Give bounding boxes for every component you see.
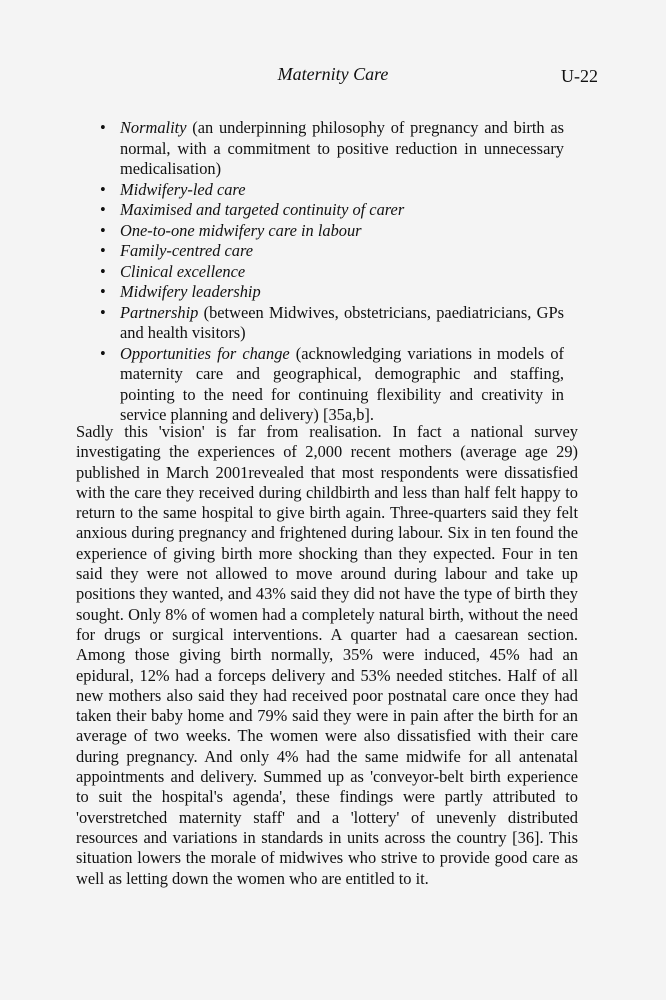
bullet-term: Maximised and targeted continuity of carer	[120, 200, 405, 219]
list-item	[100, 118, 564, 180]
page-number: U-22	[561, 66, 598, 86]
running-header-title: Maternity Care	[277, 64, 389, 84]
list-item	[100, 303, 564, 344]
bullet-list	[100, 118, 564, 426]
list-item	[100, 262, 564, 283]
list-item	[100, 241, 564, 262]
list-item	[100, 200, 564, 221]
body-paragraph: Sadly this 'vision' is far from realisation. In fact a national survey investigating the experiences of 2,000 recent mothers (average age 29) published in March 2001revealed that most respondents were dissatisfied with the care they received during childbirth and less than half felt happy to return to the same hospital to give birth again. Three-quarters said they felt anxious during pregnancy and frightened during labour. Six in ten found the experience of giving birth more shocking than they expected. Four in ten said they were not allowed to move around during labour and take up positions they wanted, and 43% said they did not have the type of birth they sought. Only 8% of women had a completely natural birth, without the need for drugs or surgical interventions. A quarter had a caesarean section. Among those giving birth normally, 35% were induced, 45% had an epidural, 12% had a forceps delivery and 53% needed stitches. Half of all new mothers also said they had received poor postnatal care once they had taken their baby home and 79% said they were in pain after the birth for an average of two weeks. The women were also dissatisfied with their care during pregnancy. And only 4% had the same midwife for all antenatal appointments and delivery. Summed up as 'conveyor-belt birth experience to suit the hospital's agenda', these findings were partly attributed to 'overstretched maternity staff' and a 'lottery' of unevenly distributed resources and variations in standards in units across the country [36]. This situation lowers the morale of midwives who strive to provide good care as well as letting down the women who are entitled to it.	[76, 422, 578, 888]
list-item	[100, 282, 564, 303]
bullet-term: Midwifery-led care	[120, 179, 246, 199]
bullet-term: One-to-one midwifery care in labour	[120, 220, 362, 240]
bullet-term: Opportunities for change	[120, 343, 290, 363]
bullet-term: Family-centred care	[120, 241, 254, 260]
bullet-text: (acknowledging variations in models of maternity care and geographical, demographic and staffing, pointing to the need for continuing flexibility and creativity in service planning and delivery) [35a,b].	[120, 343, 565, 424]
list-item	[100, 180, 564, 201]
bullet-text: (between Midwives, obstetricians, paediatricians, GPs and health visitors)	[120, 302, 564, 342]
list-item	[100, 221, 564, 242]
bullet-term: Midwifery leadership	[120, 282, 261, 301]
bullet-term: Normality	[120, 118, 187, 137]
list-item	[100, 344, 564, 426]
bullet-term: Partnership	[120, 302, 199, 322]
bullet-text: (an underpinning philosophy of pregnancy and birth as normal, with a commitment to positive reduction in unnecessary medicalisation)	[120, 118, 564, 178]
bullet-term: Clinical excellence	[120, 261, 246, 281]
